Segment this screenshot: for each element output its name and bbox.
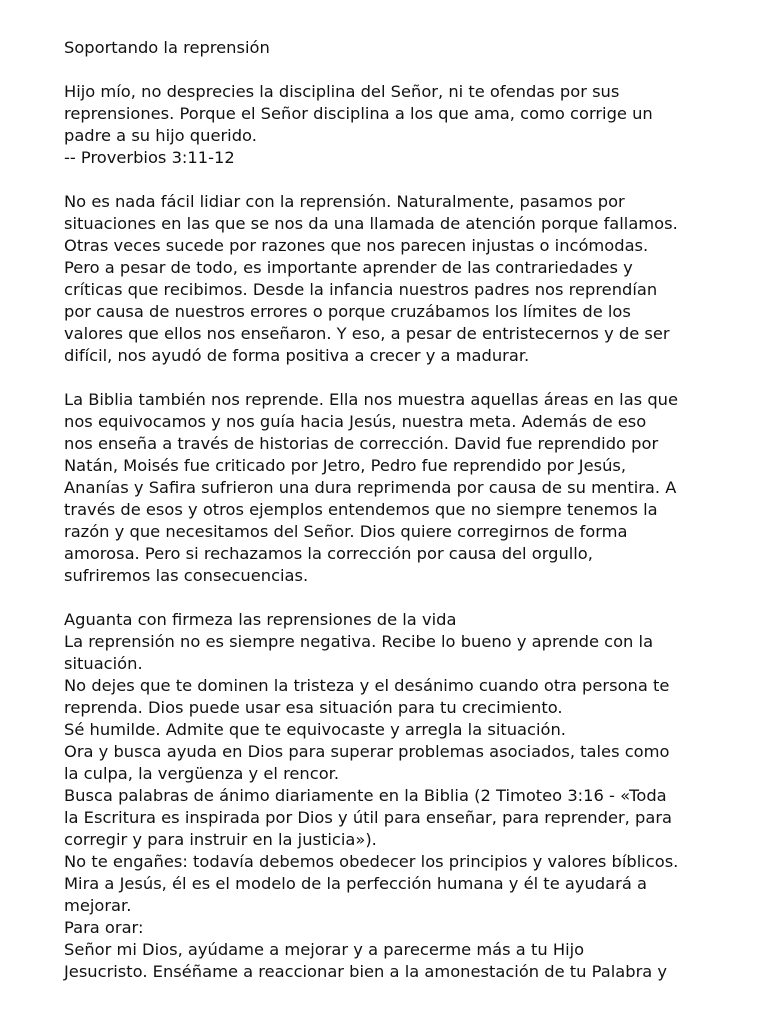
section-line: Mira a Jesús, él es el modelo de la perfección humana y él te ayudará a bbox=[64, 874, 647, 893]
paragraph-line: Natán, Moisés fue criticado por Jetro, Pedro fue reprendido por Jesús, bbox=[64, 456, 627, 475]
section-line: Sé humilde. Admite que te equivocaste y arregla la situación. bbox=[64, 720, 566, 739]
document-title: Soportando la reprensión bbox=[64, 38, 270, 57]
section-line: corregir y para instruir en la justicia»). bbox=[64, 830, 377, 849]
section-heading: Aguanta con firmeza las reprensiones de la vida bbox=[64, 610, 457, 629]
section-line: la Escritura es inspirada por Dios y útil para enseñar, para reprender, para bbox=[64, 808, 672, 827]
section-line: reprenda. Dios puede usar esa situación para tu crecimiento. bbox=[64, 698, 563, 717]
section-line: Ora y busca ayuda en Dios para superar problemas asociados, tales como bbox=[64, 742, 670, 761]
paragraph-gap bbox=[64, 169, 744, 191]
prayer-heading: Para orar: bbox=[64, 918, 144, 937]
paragraph-line: No es nada fácil lidiar con la reprensión. Naturalmente, pasamos por bbox=[64, 192, 625, 211]
verse-block bbox=[64, 81, 744, 169]
prayer-line: Jesucristo. Enséñame a reaccionar bien a la amonestación de tu Palabra y bbox=[64, 962, 668, 981]
section-line: la culpa, la vergüenza y el rencor. bbox=[64, 764, 340, 783]
paragraph-1 bbox=[64, 191, 744, 367]
section-line: No te engañes: todavía debemos obedecer los principios y valores bíblicos. bbox=[64, 852, 679, 871]
section-line: mejorar. bbox=[64, 896, 132, 915]
verse-line: padre a su hijo querido. bbox=[64, 126, 257, 145]
paragraph-line: razón y que necesitamos del Señor. Dios quiere corregirnos de forma bbox=[64, 522, 628, 541]
section-block bbox=[64, 609, 744, 983]
paragraph-line: críticas que recibimos. Desde la infancia nuestros padres nos reprendían bbox=[64, 280, 658, 299]
paragraph-line: nos equivocamos y nos guía hacia Jesús, nuestra meta. Además de eso bbox=[64, 412, 647, 431]
paragraph-line: situaciones en las que se nos da una llamada de atención porque fallamos. bbox=[64, 214, 678, 233]
verse-line: Hijo mío, no desprecies la disciplina del Señor, ni te ofendas por sus bbox=[64, 82, 620, 101]
verse-line: reprensiones. Porque el Señor disciplina a los que ama, como corrige un bbox=[64, 104, 653, 123]
paragraph-line: por causa de nuestros errores o porque cruzábamos los límites de los bbox=[64, 302, 631, 321]
section-line: La reprensión no es siempre negativa. Recibe lo bueno y aprende con la bbox=[64, 632, 654, 651]
section-line: No dejes que te dominen la tristeza y el desánimo cuando otra persona te bbox=[64, 676, 670, 695]
verse-reference: -- Proverbios 3:11-12 bbox=[64, 148, 235, 167]
section-line: Busca palabras de ánimo diariamente en la Biblia (2 Timoteo 3:16 - «Toda bbox=[64, 786, 667, 805]
paragraph-line: Ananías y Safira sufrieron una dura reprimenda por causa de su mentira. A bbox=[64, 478, 677, 497]
paragraph-2 bbox=[64, 389, 744, 587]
paragraph-gap bbox=[64, 59, 744, 81]
paragraph-line: Otras veces sucede por razones que nos parecen injustas o incómodas. bbox=[64, 236, 649, 255]
prayer-line: Señor mi Dios, ayúdame a mejorar y a parecerme más a tu Hijo bbox=[64, 940, 585, 959]
paragraph-line: Pero a pesar de todo, es importante aprender de las contrariedades y bbox=[64, 258, 633, 277]
paragraph-gap bbox=[64, 367, 744, 389]
paragraph-line: amorosa. Pero si rechazamos la corrección por causa del orgullo, bbox=[64, 544, 593, 563]
paragraph-gap bbox=[64, 587, 744, 609]
section-line: situación. bbox=[64, 654, 143, 673]
paragraph-line: sufriremos las consecuencias. bbox=[64, 566, 309, 585]
paragraph-line: difícil, nos ayudó de forma positiva a crecer y a madurar. bbox=[64, 346, 530, 365]
paragraph-line: valores que ellos nos enseñaron. Y eso, a pesar de entristecernos y de ser bbox=[64, 324, 670, 343]
document-page bbox=[64, 37, 744, 983]
paragraph-line: La Biblia también nos reprende. Ella nos muestra aquellas áreas en las que bbox=[64, 390, 679, 409]
paragraph-line: través de esos y otros ejemplos entendemos que no siempre tenemos la bbox=[64, 500, 658, 519]
paragraph-line: nos enseña a través de historias de corrección. David fue reprendido por bbox=[64, 434, 659, 453]
